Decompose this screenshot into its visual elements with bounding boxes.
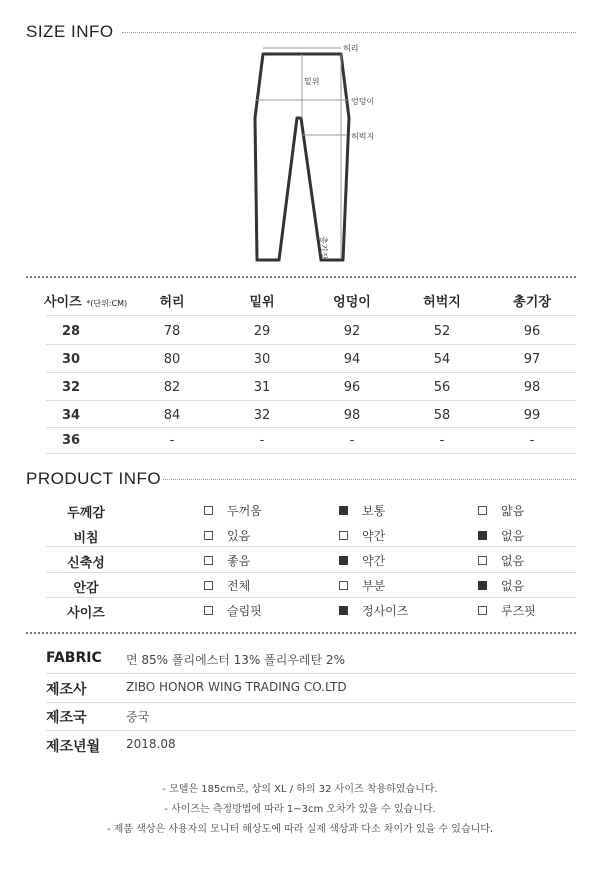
cell: - — [439, 432, 445, 448]
note-line: - 모델은 185cm로, 상의 XL / 하의 32 사이즈 착용하였습니다. — [162, 784, 438, 795]
section-divider — [26, 276, 576, 278]
cell: 98 — [523, 379, 541, 395]
checkbox-icon — [339, 581, 348, 590]
option-label: 약간 — [362, 554, 386, 568]
product-row-label: 신축성 — [67, 556, 105, 571]
cell: 29 — [253, 323, 271, 339]
cell-size: 28 — [61, 323, 81, 339]
manufacturer-label: 제조사 — [46, 682, 87, 698]
header-length: 총기장 — [513, 294, 551, 310]
product-row-label: 두께감 — [67, 506, 105, 521]
date-value: 2018.08 — [126, 737, 176, 751]
checkbox-checked-icon — [478, 531, 487, 540]
checkbox-icon — [478, 556, 487, 565]
cell-size: 36 — [61, 432, 81, 448]
table-row — [26, 317, 576, 345]
header-rise: 밑위 — [249, 294, 275, 310]
option-label: 보통 — [362, 504, 386, 518]
pants-diagram — [245, 40, 395, 270]
size-table — [26, 286, 576, 456]
cell: 32 — [253, 407, 271, 423]
checkbox-icon — [204, 581, 213, 590]
checkbox-icon — [339, 531, 348, 540]
size-info-title: SIZE INFO — [26, 22, 114, 41]
option-label: 없음 — [501, 579, 525, 593]
option — [339, 602, 408, 619]
section-divider — [26, 632, 576, 634]
date-row — [26, 730, 576, 758]
manufacturer-value: ZIBO HONOR WING TRADING CO.LTD — [126, 680, 347, 694]
cell: 92 — [343, 323, 361, 339]
row-divider — [46, 453, 576, 454]
option-label: 없음 — [501, 529, 525, 543]
notes — [0, 780, 600, 840]
product-info-title: PRODUCT INFO — [26, 469, 162, 488]
title-divider — [163, 479, 576, 480]
table-row — [26, 373, 576, 401]
cell: - — [169, 432, 175, 448]
date-label: 제조년월 — [46, 739, 101, 755]
cell: 82 — [163, 379, 181, 395]
cell: 56 — [433, 379, 451, 395]
option — [204, 527, 250, 544]
option-label: 얇음 — [501, 504, 525, 518]
fabric-value: 면 85% 폴리에스터 13% 폴리우레탄 2% — [126, 653, 345, 667]
table-row — [26, 345, 576, 373]
size-table-header — [26, 286, 576, 314]
option-label: 없음 — [501, 554, 525, 568]
cell: 31 — [253, 379, 271, 395]
option — [204, 502, 262, 519]
checkbox-icon — [204, 556, 213, 565]
cell: 98 — [343, 407, 361, 423]
checkbox-checked-icon — [478, 581, 487, 590]
option-label: 슬림핏 — [227, 604, 262, 618]
header-thigh: 허벅지 — [423, 294, 461, 310]
thigh-label: 허벅지 — [351, 132, 375, 141]
table-row — [26, 426, 576, 454]
option — [478, 502, 524, 519]
option — [339, 577, 385, 594]
cell: 78 — [163, 323, 181, 339]
product-row-fit — [26, 598, 576, 622]
checkbox-icon — [478, 506, 487, 515]
unit-note: *(단위:CM) — [86, 298, 128, 308]
option — [478, 552, 524, 569]
option — [478, 577, 524, 594]
length-label: 총기장 — [319, 236, 328, 260]
cell: 58 — [433, 407, 451, 423]
option — [478, 602, 536, 619]
checkbox-icon — [204, 506, 213, 515]
cell: 30 — [253, 351, 271, 367]
option-label: 정사이즈 — [362, 604, 409, 618]
checkbox-checked-icon — [339, 506, 348, 515]
waist-label: 허리 — [343, 44, 359, 53]
cell: - — [529, 432, 535, 448]
hip-label: 엉덩이 — [351, 97, 375, 106]
cell: 80 — [163, 351, 181, 367]
option-label: 루즈핏 — [501, 604, 536, 618]
option — [478, 527, 524, 544]
header-size-label: 사이즈 — [44, 294, 82, 310]
country-row — [26, 701, 576, 729]
cell: 54 — [433, 351, 451, 367]
option-label: 부분 — [362, 579, 386, 593]
cell: 84 — [163, 407, 181, 423]
checkbox-checked-icon — [339, 556, 348, 565]
fabric-label: FABRIC — [46, 650, 102, 666]
checkbox-icon — [478, 606, 487, 615]
row-divider — [46, 315, 576, 316]
option — [204, 552, 250, 569]
cell-size: 30 — [61, 351, 81, 367]
checkbox-icon — [204, 531, 213, 540]
product-row-stretch — [26, 548, 576, 572]
product-row-thickness — [26, 498, 576, 522]
product-row-label: 비침 — [73, 531, 99, 546]
product-row-lining — [26, 573, 576, 597]
rise-label: 밑위 — [304, 77, 320, 86]
country-label: 제조국 — [46, 710, 87, 726]
option-label: 있음 — [227, 529, 251, 543]
cell: 96 — [343, 379, 361, 395]
header-hip: 엉덩이 — [333, 294, 371, 310]
table-row — [26, 401, 576, 429]
cell: - — [349, 432, 355, 448]
note-line: - 사이즈는 측정방법에 따라 1~3cm 오차가 있을 수 있습니다. — [164, 804, 436, 815]
fabric-row — [26, 644, 576, 672]
title-divider — [122, 32, 576, 33]
checkbox-icon — [204, 606, 213, 615]
header-waist: 허리 — [159, 294, 185, 310]
option-label: 두꺼움 — [227, 504, 262, 518]
option — [204, 602, 262, 619]
product-row-label: 안감 — [73, 581, 99, 596]
option — [339, 552, 385, 569]
cell: 97 — [523, 351, 541, 367]
country-value: 중국 — [126, 710, 150, 724]
note-line: - 제품 색상은 사용자의 모니터 해상도에 따라 실제 색상과 다소 차이가 있을 수 있습니다. — [106, 824, 494, 835]
option — [339, 527, 385, 544]
cell: 96 — [523, 323, 541, 339]
product-row-label: 사이즈 — [67, 606, 105, 621]
cell: - — [259, 432, 265, 448]
cell: 52 — [433, 323, 451, 339]
option-label: 전체 — [227, 579, 251, 593]
cell: 99 — [523, 407, 541, 423]
option — [339, 502, 385, 519]
option-label: 약간 — [362, 529, 386, 543]
manufacturer-row — [26, 673, 576, 701]
cell-size: 32 — [61, 379, 81, 395]
option-label: 좋음 — [227, 554, 251, 568]
checkbox-checked-icon — [339, 606, 348, 615]
cell-size: 34 — [61, 407, 81, 423]
product-row-sheerness — [26, 523, 576, 547]
cell: 94 — [343, 351, 361, 367]
option — [204, 577, 250, 594]
